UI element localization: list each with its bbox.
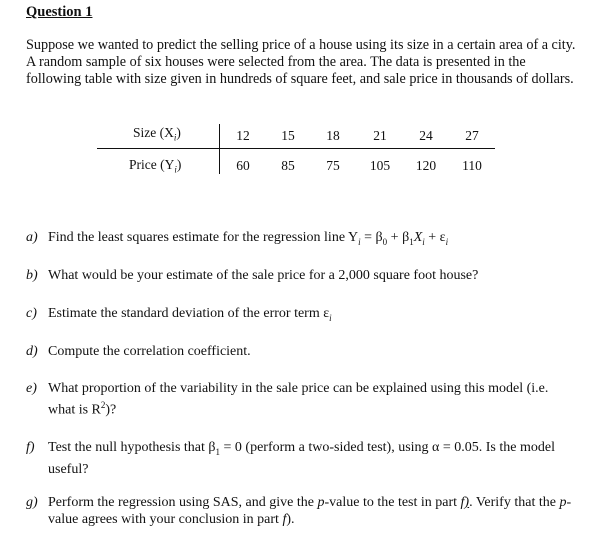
question-g	[26, 494, 576, 528]
question-letter: f)	[26, 440, 35, 455]
price-cell: 75	[326, 158, 340, 173]
question-e	[26, 380, 576, 419]
question-letter: c)	[26, 306, 37, 321]
price-row-label: Price $(Y_i)$	[129, 157, 182, 175]
size-cell: 18	[326, 128, 340, 143]
question-title: Question 1	[26, 4, 93, 20]
question-letter: e)	[26, 381, 37, 396]
price-cell: 105	[369, 158, 391, 173]
question-letter: d)	[26, 344, 38, 359]
size-cell: 27	[465, 128, 479, 143]
question-d	[26, 343, 576, 360]
intro-paragraph: Suppose we wanted to predict the selling price of a house using its size in a certain area of a city. A random sample of six houses were selected from the area. The data is presented in the following table with size given in hundreds of square feet, and sale price in thousands of dollars.	[26, 37, 576, 87]
question-letter: b)	[26, 268, 38, 283]
price-cell: 85	[281, 158, 295, 173]
part-f-reference: f)	[460, 495, 470, 510]
data-table	[97, 122, 495, 178]
price-cell: 110	[462, 158, 482, 173]
price-cell: 60	[236, 158, 250, 173]
size-cell: 12	[236, 128, 250, 143]
question-letter: a)	[26, 230, 38, 245]
question-text: Perform the regression using SAS, and give the p-value to the test in part f). Verify that the p-value agrees with your conclusion in part f).	[48, 495, 572, 527]
table-horizontal-rule	[97, 148, 495, 149]
size-row-label: Size $(X_i)$	[133, 125, 181, 143]
question-a	[26, 229, 576, 251]
question-c	[26, 305, 576, 327]
size-cell: 15	[281, 128, 295, 143]
question-f	[26, 439, 576, 478]
question-text: Compute the correlation coefficient.	[48, 344, 251, 359]
question-text: Find the least squares estimate for the regression line $Y_i = \beta_0 + \beta_1X_i + \varepsilon_i$	[48, 230, 449, 247]
question-b	[26, 267, 576, 284]
question-text: What would be your estimate of the sale price for a 2,000 square foot house?	[48, 268, 479, 283]
table-vertical-rule	[219, 124, 220, 174]
price-cell: 120	[415, 158, 437, 173]
question-text: Test the null hypothesis that $\beta_1 = 0$ (perform a two-sided test), using α = 0.05. Is the model useful?	[48, 440, 555, 477]
question-text: What proportion of the variability in the sale price can be explained using this model (i.e. what is $R^2$)?	[48, 381, 549, 418]
size-cell: 21	[373, 128, 387, 143]
question-text: Estimate the standard deviation of the error term $\varepsilon_i$	[48, 306, 332, 323]
question-letter: g)	[26, 495, 38, 510]
size-cell: 24	[419, 128, 433, 143]
